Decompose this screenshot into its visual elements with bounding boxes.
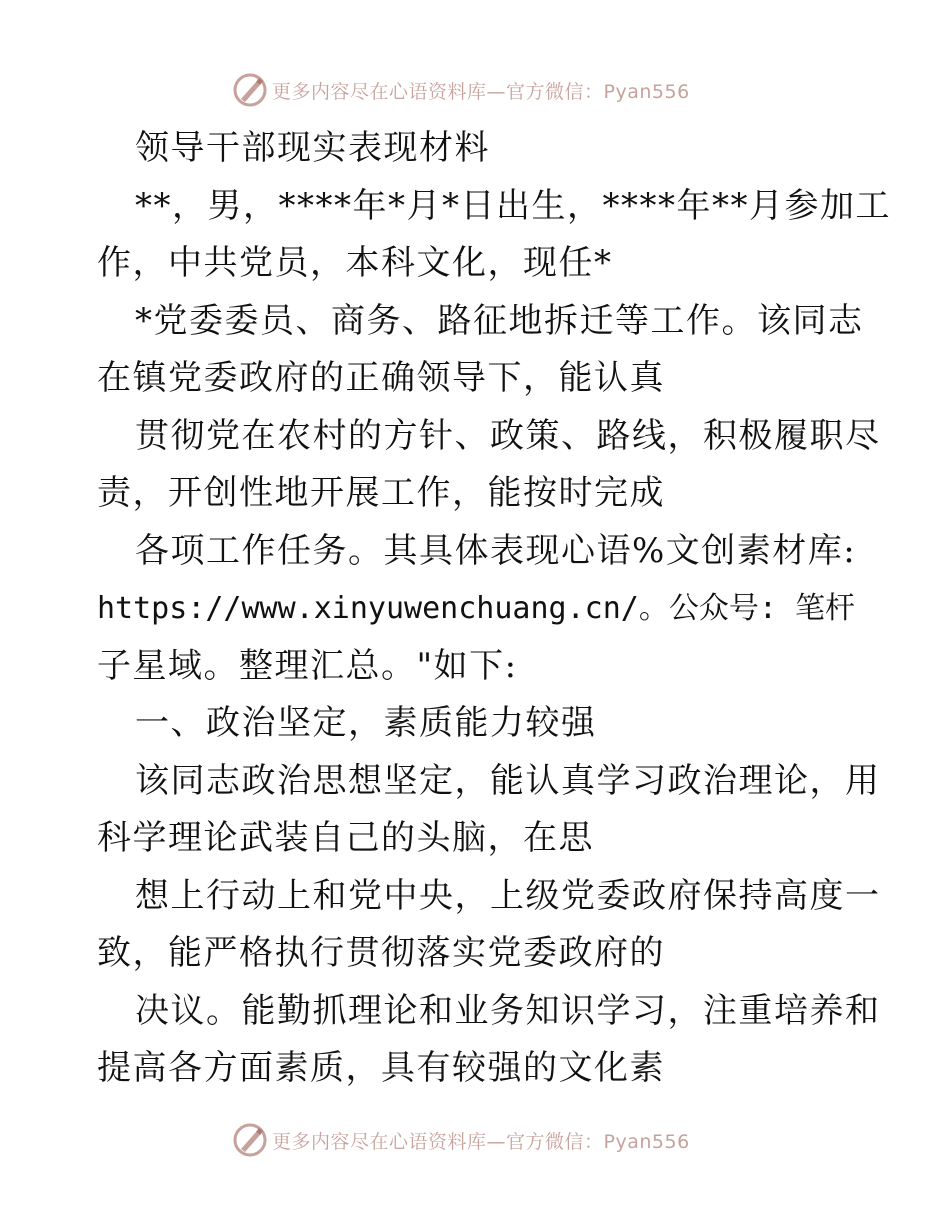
document-title: 领导干部现实表现材料 — [135, 128, 490, 168]
paragraph-line: 贯彻党在农村的方针、政策、路线，积极履职尽 — [135, 415, 881, 456]
document-body — [97, 120, 891, 1098]
paragraph-line: **，男，****年*月*日出生，****年**月参加工 — [135, 185, 891, 226]
paragraph-line: 提高各方面素质，具有较强的文化素 — [97, 1048, 665, 1088]
section-heading: 一、政治坚定，素质能力较强 — [135, 703, 597, 743]
paragraph-line: 想上行动上和党中央，上级党委政府保持高度一 — [135, 875, 881, 916]
header-watermark-text: 更多内容尽在心语资料库—官方微信：Pyan556 — [272, 80, 690, 103]
paragraph-line: *党委委员、商务、路征地拆迁等工作。该同志 — [135, 300, 864, 341]
paragraph-line: 该同志政治思想坚定，能认真学习政治理论，用 — [135, 760, 881, 801]
paragraph-line: 责，开创性地开展工作，能按时完成 — [97, 473, 665, 513]
paragraph-line: 科学理论武装自己的头脑，在思 — [97, 818, 594, 858]
header-watermark-banner — [232, 70, 690, 110]
paragraph-line: 致，能严格执行贯彻落实党委政府的 — [97, 933, 665, 973]
paragraph-line: 在镇党委政府的正确领导下，能认真 — [97, 358, 665, 398]
paragraph-line: 各项工作任务。其具体表现心语%文创素材库: — [135, 530, 857, 571]
pen-logo-icon — [232, 72, 268, 108]
footer-watermark-text: 更多内容尽在心语资料库—官方微信：Pyan556 — [272, 1130, 690, 1153]
paragraph-line-url: https://www.xinyuwenchuang.cn/。公众号: 笔杆 — [97, 591, 855, 626]
paragraph-line: 子星域。整理汇总。"如下: — [97, 645, 518, 686]
footer-watermark-banner — [232, 1120, 690, 1160]
paragraph-line: 决议。能勤抓理论和业务知识学习，注重培养和 — [135, 990, 881, 1031]
pen-logo-icon — [232, 1122, 268, 1158]
paragraph-line: 作，中共党员，本科文化，现任* — [97, 243, 613, 283]
